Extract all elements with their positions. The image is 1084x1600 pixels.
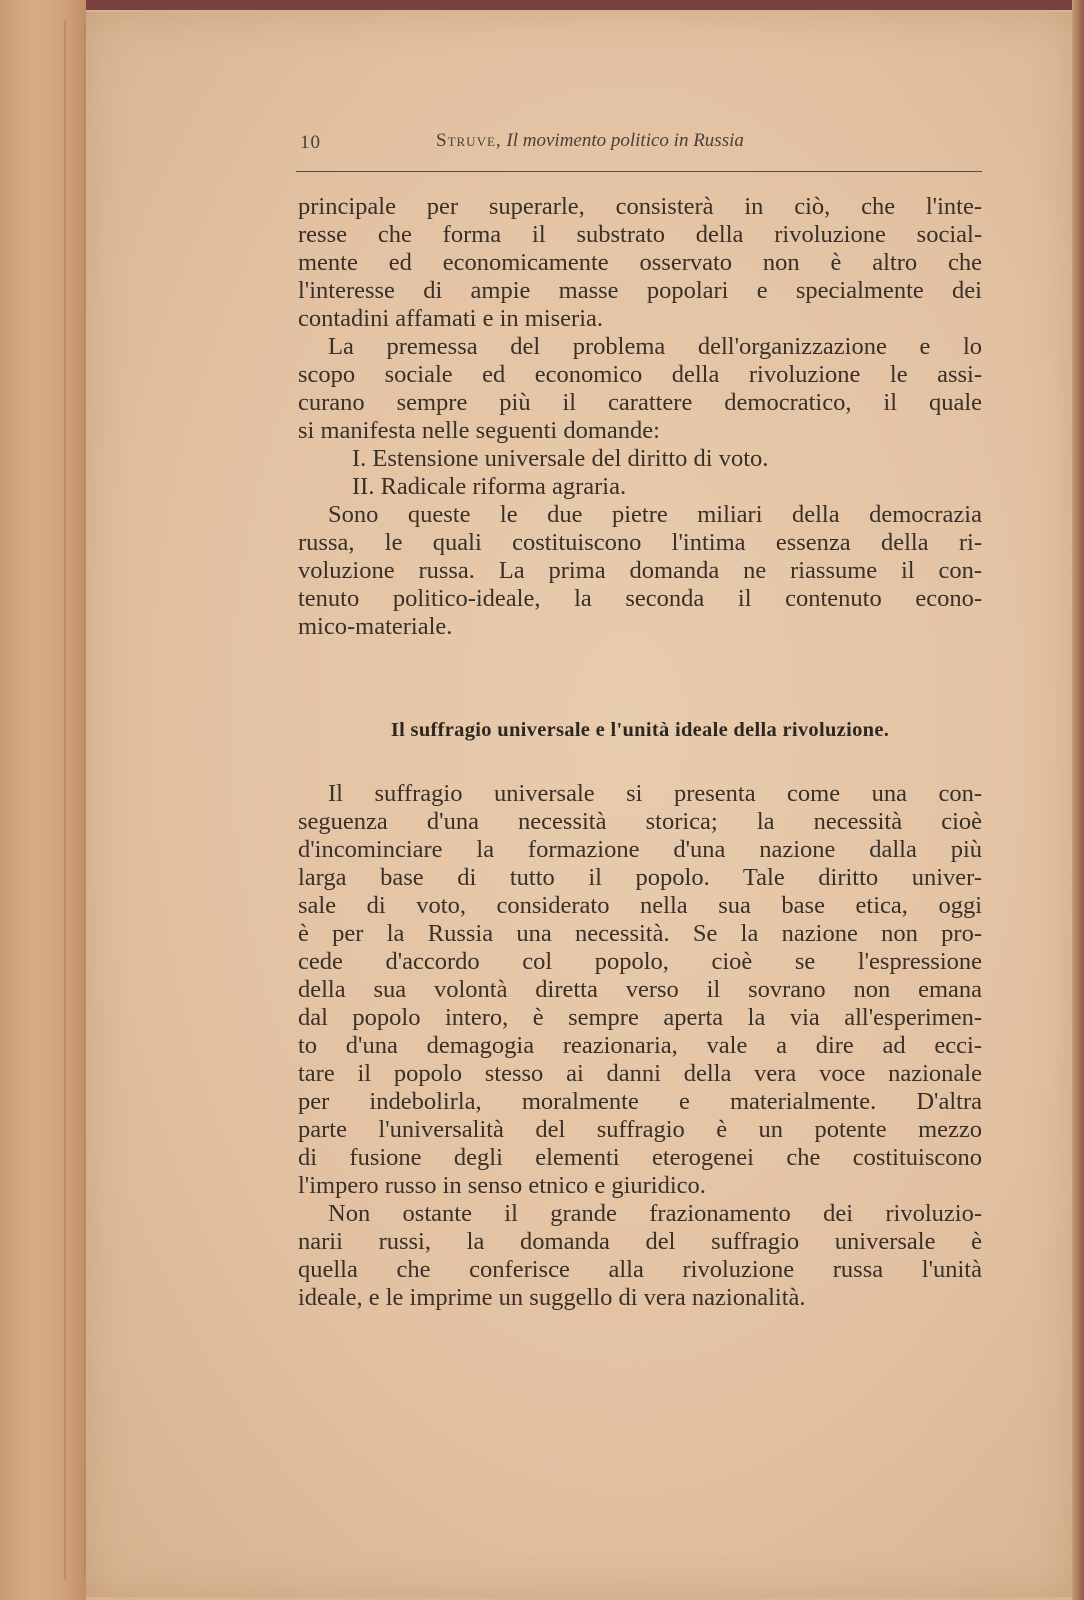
text-line: l'interesse di ampie masse popolari e specialmente dei: [298, 277, 982, 304]
text-line: Non ostante il grande frazionamento dei rivoluzio-: [328, 1200, 982, 1227]
text-line: d'incominciare la formazione d'una nazione dalla più: [298, 836, 982, 863]
text-line: dal popolo intero, è sempre aperta la via all'esperimen-: [298, 1004, 982, 1031]
text-line: Il suffragio universale si presenta come una con-: [328, 780, 982, 807]
text-line: La premessa del problema dell'organizzazione e lo: [328, 333, 982, 360]
author-name: Struve,: [436, 130, 502, 151]
page-number: 10: [300, 132, 321, 153]
text-line: tare il popolo stesso ai danni della vera voce nazionale: [298, 1060, 982, 1087]
text-line: si manifesta nelle seguenti domande:: [298, 417, 660, 444]
text-line: seguenza d'una necessità storica; la necessità cioè: [298, 808, 982, 835]
work-title: Il movimento politico in Russia: [506, 130, 744, 151]
text-line: resse che forma il substrato della rivoluzione social-: [298, 221, 982, 248]
text-line: larga base di tutto il popolo. Tale diritto univer-: [298, 864, 982, 891]
text-line: voluzione russa. La prima domanda ne riassume il con-: [298, 557, 982, 584]
binding-top-edge: [0, 0, 1084, 10]
text-line: cede d'accordo col popolo, cioè se l'espressione: [298, 948, 982, 975]
text-line: parte l'universalità del suffragio è un potente mezzo: [298, 1116, 982, 1143]
page-edge-line: [64, 20, 66, 1580]
text-line: della sua volontà diretta verso il sovrano non emana: [298, 976, 982, 1003]
text-line: mico-materiale.: [298, 613, 453, 640]
section-heading: Il suffragio universale e l'unità ideale della rivoluzione.: [390, 719, 890, 741]
text-line: mente ed economicamente osservato non è altro che: [298, 249, 982, 276]
running-header: [296, 128, 982, 158]
text-line: to d'una demagogia reazionaria, vale a dire ad ecci-: [298, 1032, 982, 1059]
page-edge-line: [84, 22, 85, 1577]
list-item: II. Radicale riforma agraria.: [352, 473, 627, 500]
text-line: ideale, e le imprime un suggello di vera nazionalità.: [298, 1284, 806, 1311]
text-line: è per la Russia una necessità. Se la nazione non pro-: [298, 920, 982, 947]
list-item: I. Estensione universale del diritto di voto.: [352, 445, 769, 472]
running-title: [436, 130, 744, 152]
binding-right-edge: [1072, 0, 1084, 1600]
text-line: per indebolirla, moralmente e materialmente. D'altra: [298, 1088, 982, 1115]
text-line: scopo sociale ed economico della rivoluzione le assi-: [298, 361, 982, 388]
text-line: tenuto politico-ideale, la seconda il contenuto econo-: [298, 585, 982, 612]
text-line: curano sempre più il carattere democratico, il quale: [298, 389, 982, 416]
header-rule: [296, 171, 982, 172]
text-line: di fusione degli elementi eterogenei che costituiscono: [298, 1144, 982, 1171]
text-line: contadini affamati e in miseria.: [298, 305, 604, 332]
text-line: Sono queste le due pietre miliari della democrazia: [328, 501, 982, 528]
page-stack-left-edge: [0, 0, 86, 1600]
text-line: quella che conferisce alla rivoluzione russa l'unità: [298, 1256, 982, 1283]
text-line: principale per superarle, consisterà in ciò, che l'inte-: [298, 193, 982, 220]
text-line: sale di voto, considerato nella sua base etica, oggi: [298, 892, 982, 919]
text-line: l'impero russo in senso etnico e giuridico.: [298, 1172, 706, 1199]
text-line: russa, le quali costituiscono l'intima essenza della ri-: [298, 529, 982, 556]
text-line: narii russi, la domanda del suffragio universale è: [298, 1228, 982, 1255]
